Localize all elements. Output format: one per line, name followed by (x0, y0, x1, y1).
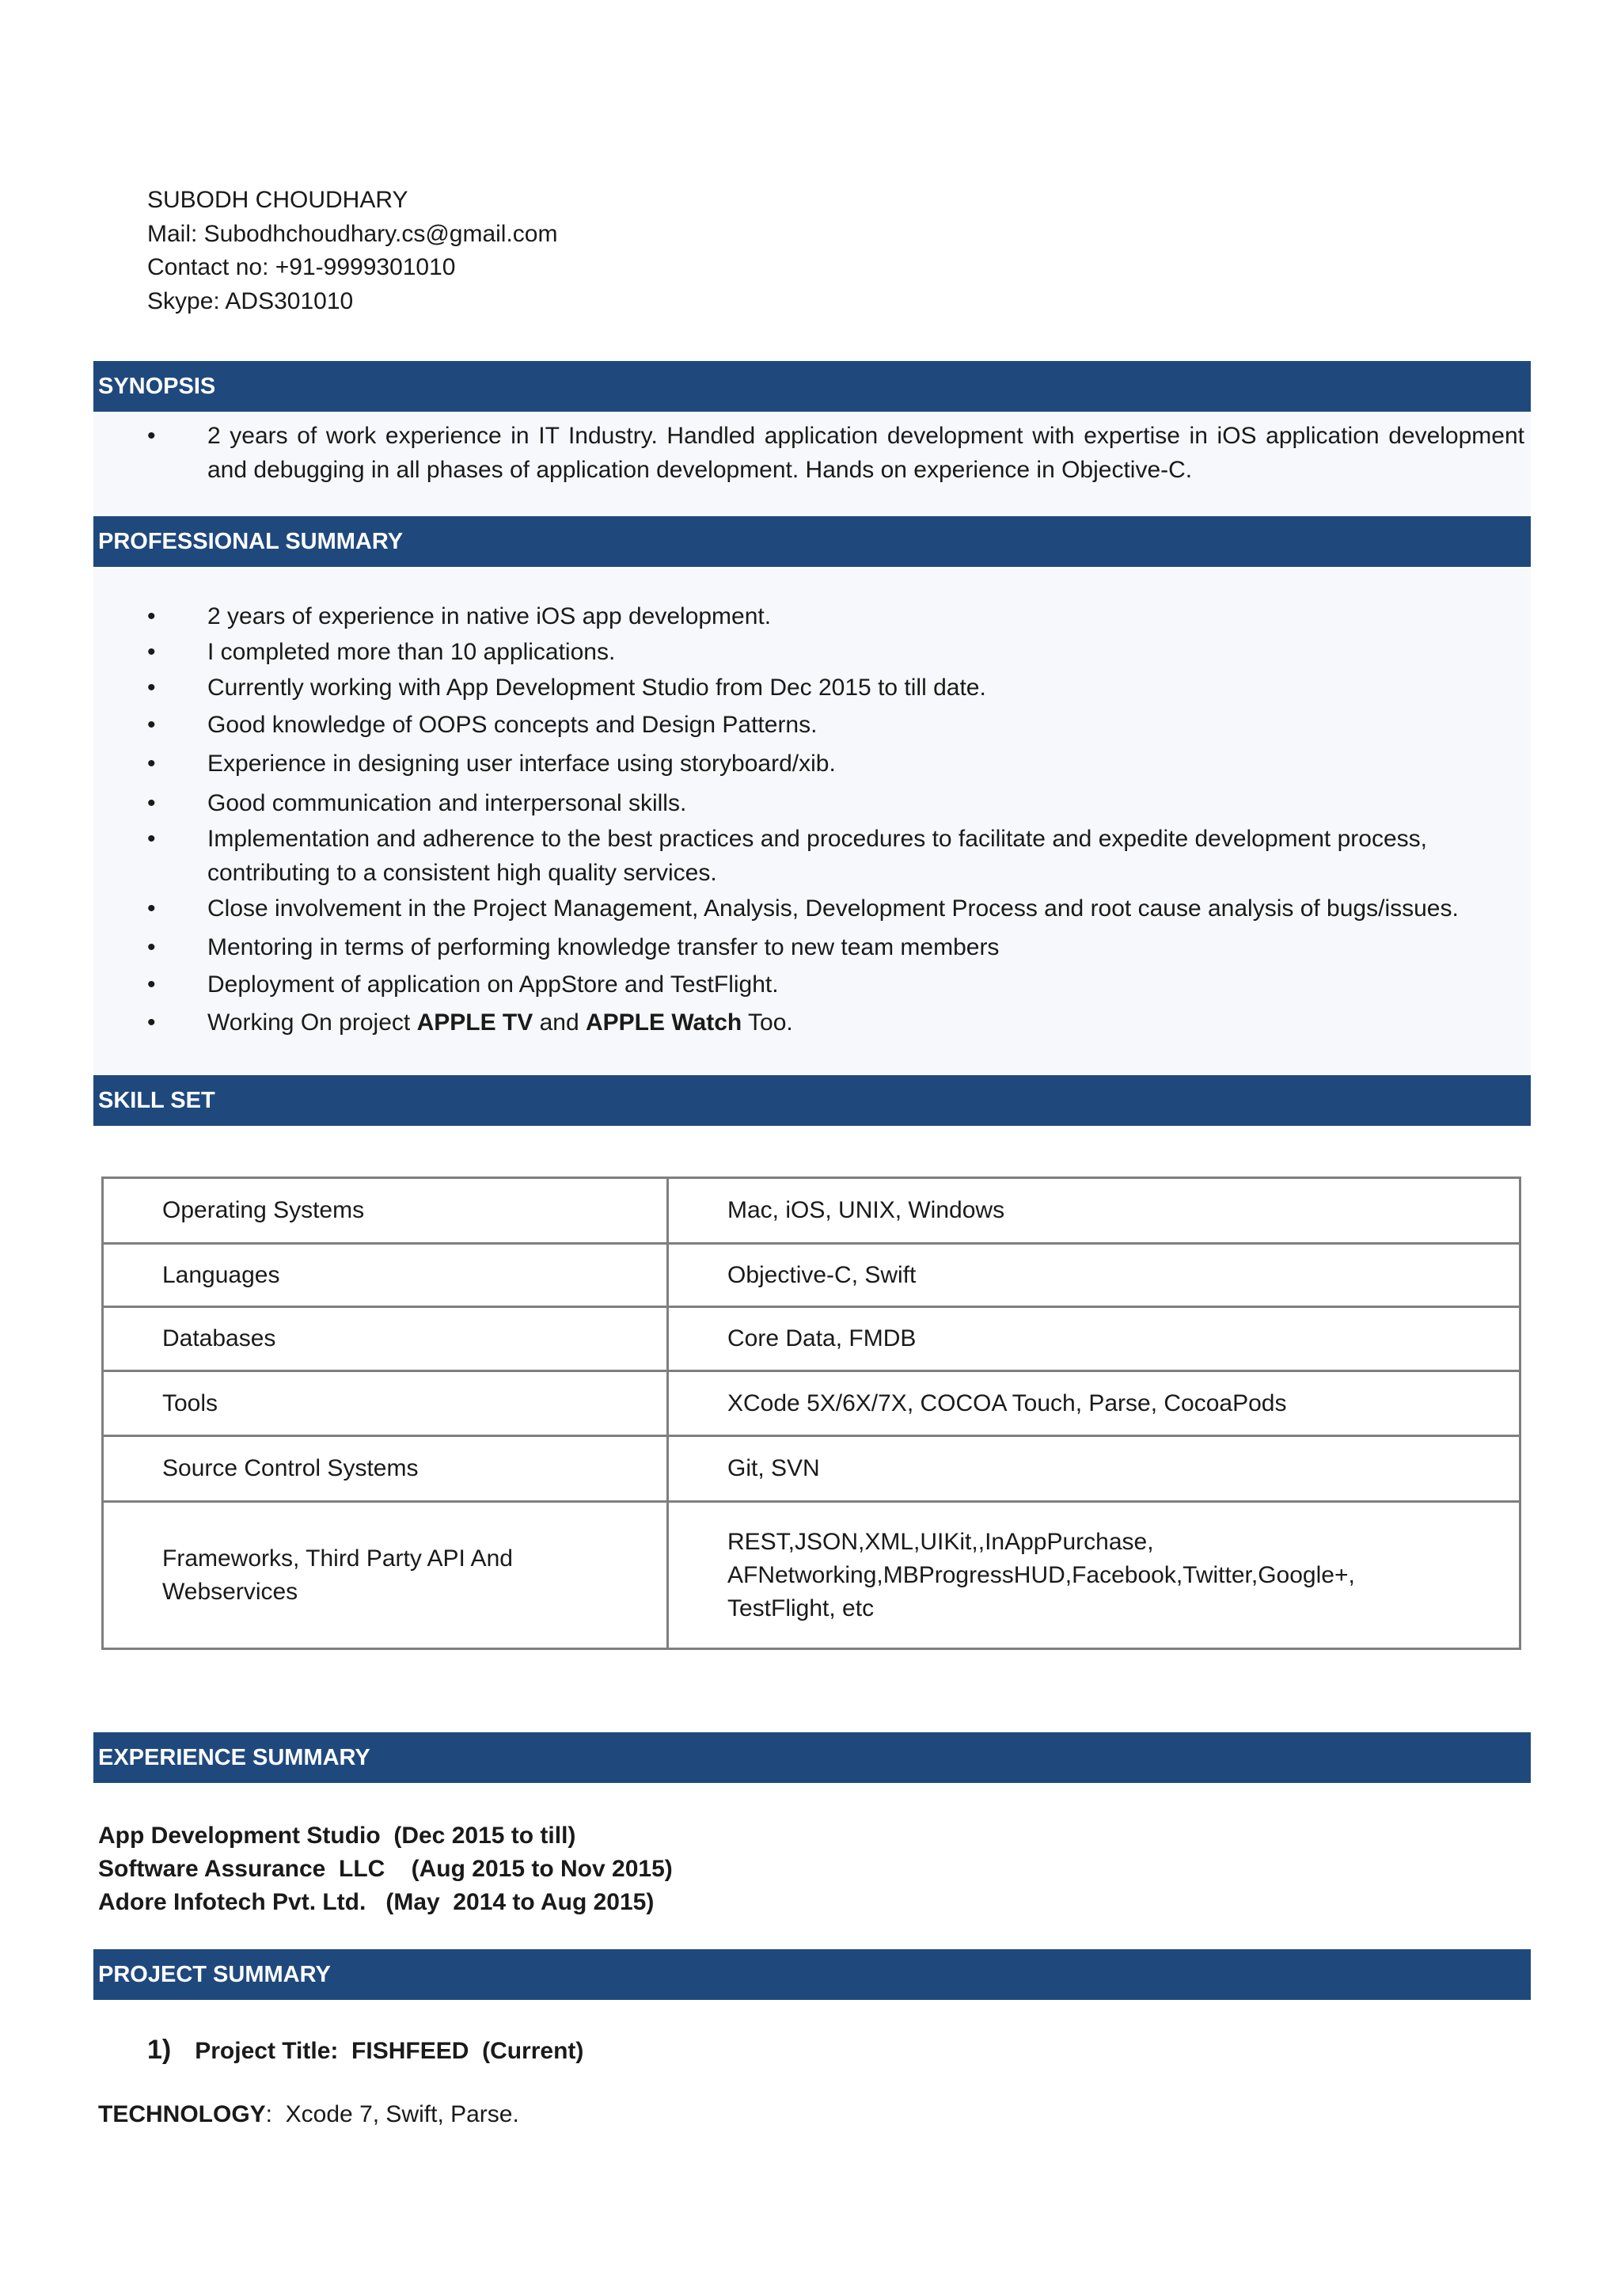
skill-value: XCode 5X/6X/7X, COCOA Touch, Parse, CocoaPods (668, 1371, 1520, 1436)
project-technology (98, 2101, 519, 2128)
skill-value: Git, SVN (668, 1436, 1520, 1502)
table-row (103, 1307, 1520, 1371)
synopsis-list (147, 420, 1524, 487)
summary-item: • Deployment of application on AppStore and TestFlight. (147, 968, 1524, 1002)
project-summary-heading: PROJECT SUMMARY (93, 1949, 1531, 2000)
summary-item: • Close involvement in the Project Management, Analysis, Development Process and root cause analysis of bugs/issues. (147, 892, 1524, 926)
summary-item: • Mentoring in terms of performing knowledge transfer to new team members (147, 931, 1524, 965)
frameworks-key-line: Webservices (162, 1578, 298, 1605)
frameworks-value-line: AFNetworking,MBProgressHUD,Facebook,Twitter,Google+, (727, 1561, 1355, 1588)
skill-key: Languages (103, 1244, 668, 1307)
technology-value: : Xcode 7, Swift, Parse. (265, 2101, 519, 2127)
apple-tv-label: APPLE TV (416, 1009, 533, 1036)
summary-item-apple (147, 1006, 1524, 1040)
experience-list (98, 1819, 673, 1919)
contact-skype: Skype: ADS301010 (147, 287, 354, 314)
technology-label: TECHNOLOGY (98, 2101, 266, 2127)
skill-value: Core Data, FMDB (668, 1307, 1520, 1371)
table-row (103, 1371, 1520, 1436)
skill-value: Objective-C, Swift (668, 1244, 1520, 1307)
project-title: Project Title: FISHFEED (Current) (195, 2038, 584, 2064)
skill-key (103, 1502, 668, 1649)
table-row (103, 1244, 1520, 1307)
apple-item-prefix: Working On project (207, 1009, 417, 1036)
summary-item: • Currently working with App Development Studio from Dec 2015 to till date. (147, 671, 1524, 705)
experience-summary-heading: EXPERIENCE SUMMARY (93, 1732, 1531, 1783)
frameworks-value-line: REST,JSON,XML,UIKit,,InAppPurchase, (727, 1528, 1154, 1555)
experience-item: Software Assurance LLC (Aug 2015 to Nov 2015) (98, 1856, 673, 1882)
table-row (103, 1502, 1520, 1649)
skill-set-heading: SKILL SET (93, 1075, 1531, 1126)
project-number: 1) (147, 2035, 172, 2065)
skill-value: Mac, iOS, UNIX, Windows (668, 1178, 1520, 1244)
skill-key: Source Control Systems (103, 1436, 668, 1502)
apple-item-suffix: Too. (742, 1009, 793, 1036)
synopsis-heading: SYNOPSIS (93, 361, 1531, 412)
skill-key: Databases (103, 1307, 668, 1371)
frameworks-key-line: Frameworks, Third Party API And (162, 1545, 513, 1572)
summary-item: • 2 years of experience in native iOS app development. (147, 600, 1524, 634)
skill-key: Tools (103, 1371, 668, 1436)
table-row (103, 1436, 1520, 1502)
contact-email: Mail: Subodhchoudhary.cs@gmail.com (147, 220, 558, 247)
table-row (103, 1178, 1520, 1244)
summary-item: • Implementation and adherence to the best practices and procedures to facilitate and expedite development process, contributing to a consistent high quality services. (147, 823, 1524, 890)
skill-set-table (101, 1177, 1521, 1650)
skill-value (668, 1502, 1520, 1649)
project-title-line (147, 2035, 583, 2066)
professional-summary-list (147, 600, 1524, 1040)
contact-block (147, 184, 557, 318)
summary-item: • I completed more than 10 applications. (147, 636, 1524, 670)
experience-item: Adore Infotech Pvt. Ltd. (May 2014 to Aug 2015) (98, 1889, 655, 1915)
summary-item: • Experience in designing user interface using storyboard/xib. (147, 747, 1524, 781)
synopsis-item: • 2 years of work experience in IT Industry. Handled application development with expertise in iOS application development and debugging in all phases of application development. Hands on experience in Objective-C. (147, 420, 1524, 487)
apple-watch-label: APPLE Watch (586, 1009, 742, 1036)
frameworks-value-line: TestFlight, etc (727, 1595, 875, 1621)
skill-key: Operating Systems (103, 1178, 668, 1244)
summary-item: • Good knowledge of OOPS concepts and Design Patterns. (147, 709, 1524, 743)
contact-phone: Contact no: +91-9999301010 (147, 254, 456, 280)
summary-item: • Good communication and interpersonal skills. (147, 787, 1524, 821)
candidate-name: SUBODH CHOUDHARY (147, 187, 408, 213)
apple-item-middle: and (533, 1009, 586, 1036)
professional-summary-heading: PROFESSIONAL SUMMARY (93, 516, 1531, 567)
experience-item: App Development Studio (Dec 2015 to till) (98, 1823, 576, 1849)
